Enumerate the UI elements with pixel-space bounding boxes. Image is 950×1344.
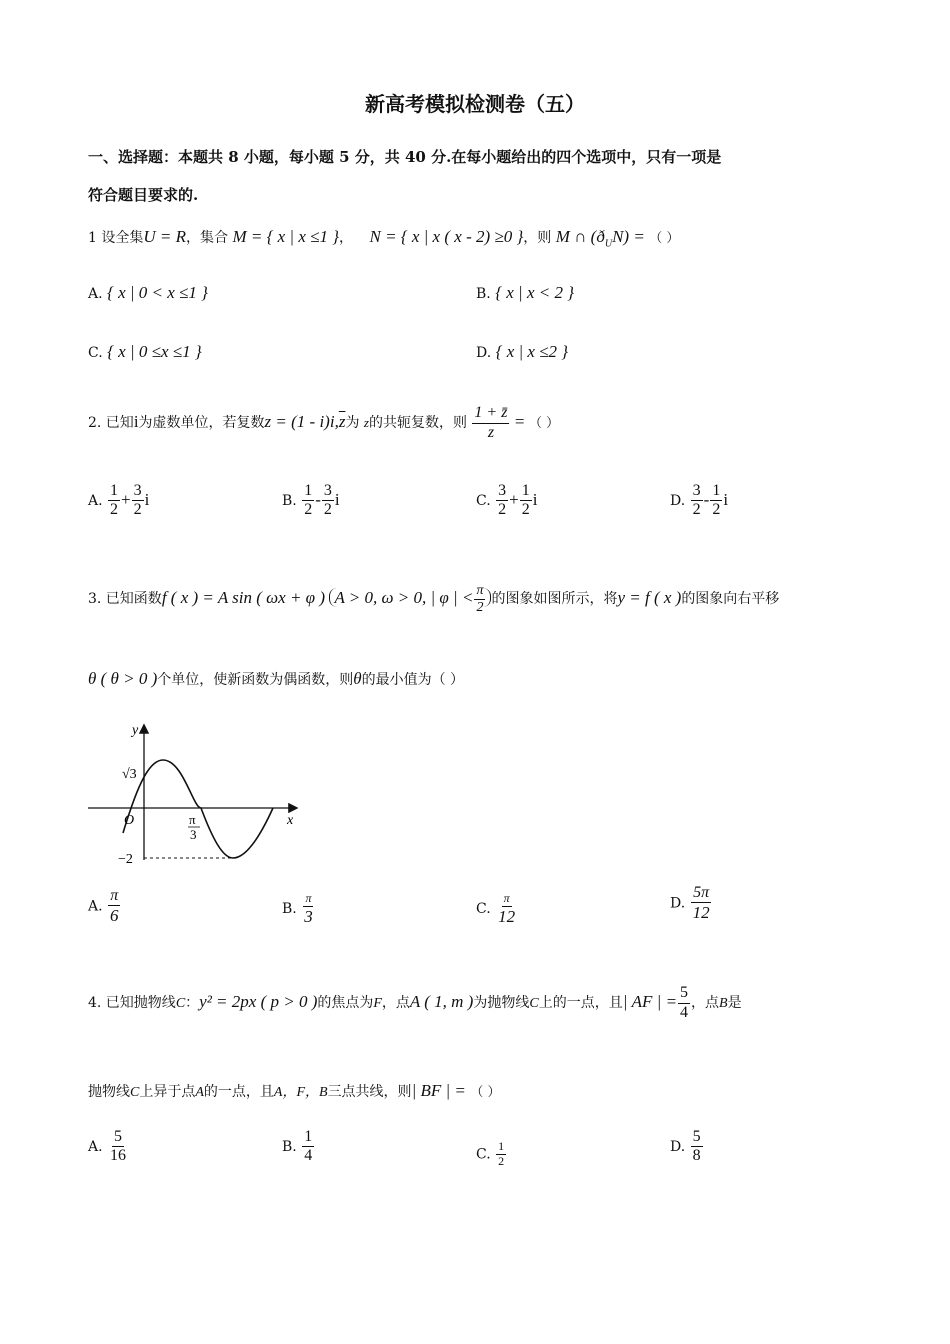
q2-z: z [363, 415, 369, 430]
q2-option-b[interactable] [282, 482, 340, 520]
q3-text-4: 个单位，使新函数为偶函数，则 [157, 672, 354, 688]
q4-option-d[interactable] [670, 1128, 704, 1166]
option-frac-1: $\frac{3}{2}$ [692, 482, 701, 519]
option-frac-2: $\frac{3}{2}$ [323, 482, 332, 519]
q4-l2-text-4: 三点共线，则 [327, 1084, 412, 1100]
option-label: B. [282, 901, 297, 918]
q2-option-c[interactable] [476, 482, 537, 520]
q3-function: f ( x ) = A sin ( ωx + φ ) [161, 588, 325, 607]
q1-option-d[interactable] [476, 342, 568, 362]
q1-text-4: ，则 [523, 230, 552, 246]
option-label: C. [476, 1146, 491, 1163]
option-fraction: $\frac{5\pi}{12}$ [692, 884, 710, 923]
q4-curve-c: C [175, 996, 186, 1011]
option-label: B. [282, 492, 297, 509]
option-imag: i [144, 489, 150, 509]
option-fraction: $\frac{\pi}{6}$ [110, 887, 119, 926]
q2-answer-blank: （ ） [528, 416, 560, 431]
q4-l2-text-1: 抛物线 [88, 1084, 130, 1100]
q4-af-fraction: $\frac{5}{4}$ [680, 984, 689, 1021]
q3-text-3: 的图象向右平移 [681, 591, 780, 607]
x-axis-label: x [287, 813, 294, 828]
question-4-stem-line2 [88, 1076, 501, 1108]
option-frac-1: $\frac{3}{2}$ [498, 482, 507, 519]
option-fraction: $\frac{1}{4}$ [304, 1128, 313, 1165]
option-label: A. [88, 1138, 103, 1155]
q4-l2-point-a: A [195, 1085, 204, 1100]
q4-text-2: 的焦点为 [317, 995, 374, 1011]
y-axis-label: y [132, 723, 139, 738]
q4-text-1: 4. 已知抛物线 [88, 995, 176, 1011]
option-fraction: $\frac{\pi}{3}$ [304, 891, 313, 926]
q2-z-definition: z = (1 - i)i, [264, 412, 339, 431]
q4-answer-blank: （ ） [470, 1085, 501, 1100]
q3-option-c[interactable] [476, 892, 518, 926]
q4-colon: ： [185, 995, 200, 1011]
section-header-line2: 符合题目要求的. [88, 186, 199, 204]
q4-l2-text-2: 上异于点 [139, 1084, 196, 1100]
option-fraction: $\frac{5}{8}$ [692, 1128, 701, 1165]
option-imag: i [723, 489, 729, 509]
q4-l2-text-3: 的一点，且 [203, 1084, 274, 1100]
q3-option-b[interactable] [282, 892, 316, 926]
option-label: B. [476, 286, 491, 302]
option-label: C. [476, 901, 491, 918]
origin-label: O [124, 813, 135, 828]
option-operator: - [703, 489, 710, 509]
q4-l2-curve-c: C [130, 1085, 140, 1100]
q1-option-a[interactable] [88, 283, 208, 303]
q4-focus-f: F [373, 996, 382, 1011]
minus2-label: −2 [118, 852, 133, 867]
option-imag: i [334, 489, 340, 509]
pi-label: π [189, 812, 196, 827]
q4-option-c[interactable] [476, 1140, 507, 1169]
option-value: { x | 0 ≤x ≤1 } [107, 342, 202, 361]
q3-sine-graph [88, 720, 308, 870]
q1-text-2: ，集合 [186, 230, 228, 246]
q3-text-2: 的图象如图所示，将 [491, 591, 618, 607]
q1-expression: M ∩ $(ð_UN)$ = [555, 227, 645, 250]
q4-text-5: 上的一点，且 [538, 995, 623, 1011]
q2-z-conjugate: $\overline{z}$ [338, 412, 346, 431]
question-3-stem-line2 [88, 664, 464, 695]
option-label: B. [282, 1138, 297, 1155]
q2-imaginary-unit: i [133, 412, 139, 431]
q1-answer-blank: （ ） [649, 231, 680, 246]
option-label: D. [670, 1138, 686, 1155]
sine-curve [123, 760, 273, 858]
q2-text-4: 的共轭复数，则 [368, 415, 467, 431]
question-3-stem-line1 [88, 568, 779, 629]
q1-option-c[interactable] [88, 342, 202, 362]
q4-text-6: ，点 [691, 995, 720, 1011]
section-header-line1: 一、选择题：本题共 8 小题，每小题 5 分，共 40 分.在每小题给出的四个选项中，只有一项是 [88, 148, 722, 166]
q2-text-3: 为 [345, 415, 360, 431]
q2-text-2: 为虚数单位，若复数 [138, 415, 265, 431]
q4-point-b: B [719, 996, 728, 1011]
q4-option-a[interactable] [88, 1128, 129, 1166]
question-4-stem-line1 [88, 972, 742, 1034]
page-title: 新高考模拟检测卷（五） [365, 92, 585, 116]
q1-set-n: N = { x | x ( x - 2) ≥0 } [369, 227, 524, 246]
q1-text-3: ， [339, 230, 354, 246]
q3-text-5: 的最小值为（ ） [361, 672, 465, 688]
option-label: A. [88, 492, 103, 509]
q2-option-a[interactable] [88, 482, 149, 520]
q2-fraction: $\frac{1 + z̄}{z}$ [474, 404, 508, 441]
option-imag: i [532, 489, 538, 509]
option-label: A. [88, 286, 103, 302]
option-value: { x | 0 < x ≤1 } [107, 283, 208, 302]
option-frac-1: $\frac{1}{2}$ [304, 482, 313, 519]
q1-text-1: 1 设全集 [88, 230, 144, 246]
option-operator: + [509, 489, 519, 509]
q1-universal-set: U = R [143, 227, 186, 246]
q3-y-func: y = f ( x ) [617, 588, 682, 607]
q4-option-b[interactable] [282, 1128, 315, 1166]
option-fraction: $\frac{1}{2}$ [498, 1139, 505, 1168]
option-frac-1: $\frac{1}{2}$ [110, 482, 119, 519]
q3-text-1: 3. 已知函数 [88, 591, 162, 607]
q3-theta-cond: θ ( θ > 0 ) [88, 669, 158, 688]
question-1-stem [88, 222, 679, 259]
q4-l2-points: A，F，B [273, 1085, 328, 1100]
q4-bf-length: | BF | = [411, 1081, 466, 1100]
q4-text-4: 为抛物线 [473, 995, 530, 1011]
option-fraction: $\frac{5}{16}$ [110, 1128, 127, 1165]
q2-option-d[interactable] [670, 482, 728, 520]
q3-theta: θ [353, 669, 362, 688]
q4-af-length: | AF | = [622, 992, 678, 1011]
option-label: C. [476, 492, 491, 509]
option-label: C. [88, 345, 103, 361]
q2-text-1: 2. 已知 [88, 415, 134, 431]
option-operator: - [315, 489, 321, 509]
option-frac-2: $\frac{1}{2}$ [521, 482, 530, 519]
q4-curve-c2: C [529, 996, 539, 1011]
option-value: { x | x ≤2 } [495, 342, 569, 361]
option-label: A. [88, 898, 103, 915]
option-label: D. [670, 492, 686, 509]
three-label: 3 [190, 827, 197, 842]
q2-equals: = [514, 412, 525, 431]
q3-option-a[interactable] [88, 887, 122, 926]
q3-condition: A > 0, ω > 0, | φ | < $\frac{\pi}{2}$ [329, 588, 491, 607]
q4-parabola-eq: y² = 2px ( p > 0 ) [199, 992, 318, 1011]
question-2-stem [88, 398, 559, 448]
q1-option-b[interactable] [476, 283, 574, 303]
option-label: D. [476, 345, 492, 361]
q4-text-3: ，点 [381, 995, 410, 1011]
option-frac-2: $\frac{3}{2}$ [133, 482, 142, 519]
q1-set-m: M = { x | x ≤1 } [232, 227, 340, 246]
sqrt3-label: √3 [122, 767, 137, 782]
q4-text-7: 是 [727, 995, 742, 1011]
option-frac-2: $\frac{1}{2}$ [712, 482, 721, 519]
option-value: { x | x < 2 } [495, 283, 575, 302]
q3-option-d[interactable] [670, 884, 713, 923]
q4-point-a: A ( 1, m ) [409, 992, 474, 1011]
option-label: D. [670, 895, 686, 912]
option-operator: + [121, 489, 131, 509]
option-fraction: $\frac{\pi}{12}$ [498, 891, 516, 926]
